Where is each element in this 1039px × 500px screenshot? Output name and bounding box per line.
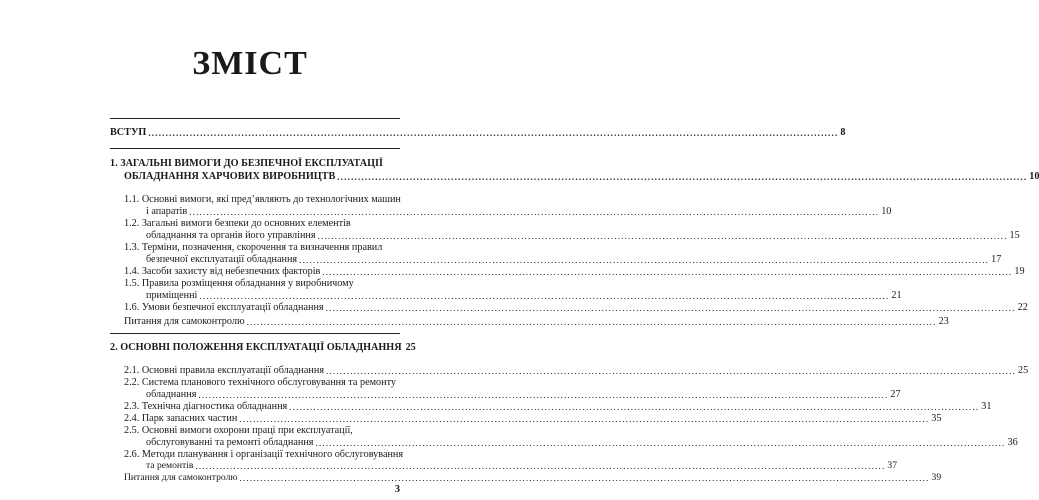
toc-item-2-1[interactable]: 2.1. Основні правила експлуатації обладнання ........................................................................................................................................................................................................ 25	[124, 365, 1029, 376]
toc-item-1-3[interactable]: 1.3. Терміни, позначення, скорочення та визначення правил	[124, 242, 383, 253]
dot-leader: ........................................................................................................................................................................................................	[289, 402, 980, 412]
dot-leader: ........................................................................................................................................................................................................	[326, 366, 1016, 376]
toc-item-questions-2[interactable]: Питання для самоконтролю ........................................................................................................................................................................................................ 39	[124, 472, 942, 483]
divider	[110, 333, 400, 334]
dot-leader: ........................................................................................................................................................................................................	[189, 207, 880, 217]
toc-item-2-2[interactable]: 2.2. Система планового технічного обслуговування та ремонту	[124, 377, 397, 388]
toc-item-1-5[interactable]: 1.5. Правила розміщення обладнання у виробничому	[124, 278, 354, 289]
toc-item-1-1[interactable]: 1.1. Основні вимоги, які пред’являють до технологічних машин	[124, 194, 401, 205]
toc-item-1-2-cont[interactable]: обладнання та органів його управління ........................................................................................................................................................................................................ 15	[146, 230, 1020, 241]
page-title: ЗМІСТ	[192, 45, 308, 82]
toc-item-2-6-cont[interactable]: та ремонтів ........................................................................................................................................................................................................ 37	[146, 460, 898, 471]
toc-item-2-2-cont[interactable]: обладнання ........................................................................................................................................................................................................ 27	[146, 389, 901, 400]
dot-leader: ........................................................................................................................................................................................................	[322, 267, 1013, 277]
dot-leader: ........................................................................................................................................................................................................	[199, 291, 890, 301]
section1-heading-cont[interactable]: ОБЛАДНАННЯ ХАРЧОВИХ ВИРОБНИЦТВ ........................................................................................................................................................................................................ 10	[124, 171, 1039, 182]
toc-item-1-3-cont[interactable]: безпечної експлуатації обладнання ........................................................................................................................................................................................................ 17	[146, 254, 1002, 265]
dot-leader: ........................................................................................................................................................................................................	[325, 303, 1016, 313]
dot-leader: ........................................................................................................................................................................................................	[315, 438, 1006, 448]
dot-leader: ........................................................................................................................................................................................................	[246, 317, 937, 327]
dot-leader: ........................................................................................................................................................................................................	[148, 128, 839, 138]
dot-leader: ........................................................................................................................................................................................................	[239, 473, 930, 483]
toc-entry-intro[interactable]: ВСТУП ........................................................................................................................................................................................................ 8	[110, 127, 846, 138]
toc-item-1-4[interactable]: 1.4. Засоби захисту від небезпечних факторів ........................................................................................................................................................................................................ 19	[124, 266, 1025, 277]
toc-item-2-3[interactable]: 2.3. Технічна діагностика обладнання ........................................................................................................................................................................................................ 31	[124, 401, 992, 412]
toc-item-1-2[interactable]: 1.2. Загальні вимоги безпеки до основних елементів	[124, 218, 351, 229]
dot-leader: ........................................................................................................................................................................................................	[239, 414, 930, 424]
toc-item-1-1-cont[interactable]: і апаратів ........................................................................................................................................................................................................ 10	[146, 206, 892, 217]
dot-leader: ........................................................................................................................................................................................................	[299, 255, 990, 265]
toc-item-2-6[interactable]: 2.6. Методи планування і організації технічного обслуговування	[124, 449, 404, 460]
divider	[110, 148, 400, 149]
section2-heading[interactable]: 2. ОСНОВНІ ПОЛОЖЕННЯ ЕКСПЛУАТАЦІЇ ОБЛАДНАННЯ 25	[110, 342, 416, 353]
dot-leader: ........................................................................................................................................................................................................	[195, 461, 886, 471]
dot-leader: ........................................................................................................................................................................................................	[198, 390, 889, 400]
dot-leader: ........................................................................................................................................................................................................	[337, 172, 1028, 182]
toc-item-questions-1[interactable]: Питання для самоконтролю ........................................................................................................................................................................................................ 23	[124, 316, 949, 327]
section1-heading[interactable]: 1. ЗАГАЛЬНІ ВИМОГИ ДО БЕЗПЕЧНОЇ ЕКСПЛУАТАЦІЇ	[110, 158, 383, 169]
page-number: 3	[394, 484, 400, 495]
toc-item-2-5[interactable]: 2.5. Основні вимоги охорони праці при експлуатації,	[124, 425, 353, 436]
dot-leader: ........................................................................................................................................................................................................	[317, 231, 1008, 241]
divider	[110, 118, 400, 119]
toc-item-2-5-cont[interactable]: обслуговуванні та ремонті обладнання ........................................................................................................................................................................................................ 36	[146, 437, 1018, 448]
toc-item-1-6[interactable]: 1.6. Умови безпечної експлуатації обладнання ........................................................................................................................................................................................................ 22	[124, 302, 1028, 313]
toc-item-1-5-cont[interactable]: приміщенні ........................................................................................................................................................................................................ 21	[146, 290, 902, 301]
toc-item-2-4[interactable]: 2.4. Парк запасних частин ........................................................................................................................................................................................................ 35	[124, 413, 942, 424]
